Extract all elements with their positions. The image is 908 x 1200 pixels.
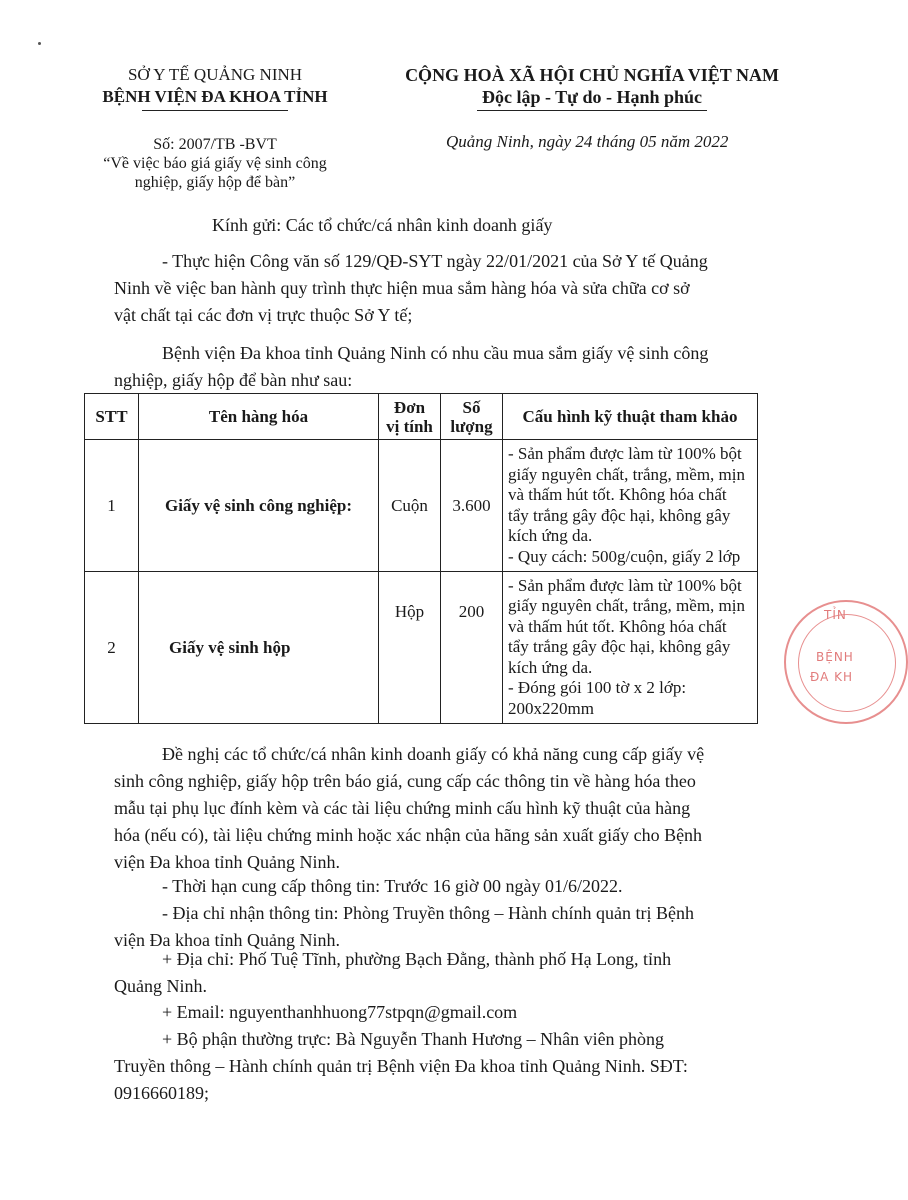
spec-line: giấy nguyên chất, trắng, mềm, mịn: [508, 596, 745, 616]
header-unit-line: Đơn: [393, 397, 426, 417]
cell-name: Giấy vệ sinh hộp: [139, 572, 379, 724]
paragraph-line: + Địa chỉ: Phố Tuệ Tĩnh, phường Bạch Đằng, thành phố Hạ Long, tỉnh: [162, 949, 672, 969]
paragraph-address: [114, 946, 756, 1000]
paragraph-line: viện Đa khoa tỉnh Quảng Ninh.: [114, 930, 340, 950]
subject-line-1: “Về việc báo giá giấy vệ sinh công: [103, 155, 327, 172]
doc-reference: [70, 135, 360, 192]
paragraph-deadline: [114, 873, 756, 900]
cell-qty: 3.600: [441, 440, 503, 572]
paragraph-line: Truyền thông – Hành chính quản trị Bệnh viện Đa khoa tỉnh Quảng Ninh. SĐT:: [114, 1056, 688, 1076]
table-row: [85, 572, 758, 724]
paragraph-line: hóa (nếu có), tài liệu chứng minh hoặc xác nhận của hãng sản xuất giấy cho Bệnh: [114, 825, 703, 845]
header-qty-line: Số: [462, 397, 481, 417]
paragraph-line: viện Đa khoa tỉnh Quảng Ninh.: [114, 852, 340, 872]
agency-name: SỞ Y TẾ QUẢNG NINH: [127, 65, 303, 84]
spec-line: và thấm hút tốt. Không hóa chất: [508, 616, 727, 636]
seal-text: BỆNH: [816, 650, 854, 664]
spec-line: kích ứng da.: [508, 526, 593, 545]
spec-line: và thấm hút tốt. Không hóa chất: [508, 485, 727, 504]
spec-line: 200x220mm: [508, 698, 594, 718]
seal-text: TỈN: [824, 608, 847, 622]
nation-name: CỘNG HOÀ XÃ HỘI CHỦ NGHĨA VIỆT NAM: [405, 65, 779, 85]
spec-line: tẩy trắng gây độc hại, không gây: [508, 637, 731, 657]
national-header: [362, 64, 822, 111]
cell-unit: Cuộn: [379, 440, 441, 572]
header-unit: [379, 394, 441, 440]
paragraph-line: nghiệp, giấy hộp để bàn như sau:: [114, 370, 353, 390]
header-name: Tên hàng hóa: [139, 394, 379, 440]
table-header-row: [85, 394, 758, 440]
header-stt: STT: [85, 394, 139, 440]
paragraph-line: Đề nghị các tổ chức/cá nhân kinh doanh giấy có khả năng cung cấp giấy vệ: [162, 744, 705, 764]
seal-text: ĐA KH: [810, 670, 854, 684]
cell-unit: Hộp: [379, 572, 441, 724]
paragraph-line: + Bộ phận thường trực: Bà Nguyễn Thanh Hương – Nhân viên phòng: [162, 1029, 665, 1049]
cell-spec: [503, 572, 758, 724]
paragraph-line: mẫu tại phụ lục đính kèm và các tài liệu chứng minh cấu hình kỹ thuật của hàng: [114, 798, 691, 818]
email-line: + Email: nguyenthanhhuong77stpqn@gmail.com: [162, 1002, 518, 1022]
issuer-underline: [142, 110, 288, 111]
cell-name: Giấy vệ sinh công nghiệp:: [139, 440, 379, 572]
doc-number: Số: 2007/TB -BVT: [153, 136, 277, 153]
paragraph-line: sinh công nghiệp, giấy hộp trên báo giá, cung cấp các thông tin về hàng hóa theo: [114, 771, 696, 791]
spec-line: - Quy cách: 500g/cuộn, giấy 2 lớp: [508, 546, 741, 566]
paragraph-line: Bệnh viện Đa khoa tỉnh Quảng Ninh có nhu cầu mua sắm giấy vệ sinh công: [162, 343, 709, 363]
header-qty-line: lượng: [450, 416, 493, 436]
cell-qty: 200: [441, 572, 503, 724]
motto-underline: [477, 110, 707, 111]
paragraph-email: [114, 999, 756, 1026]
spec-line: tẩy trắng gây độc hại, không gây: [508, 505, 731, 525]
paragraph-need: [114, 340, 756, 394]
spec-line: kích ứng da.: [508, 657, 593, 677]
header-qty: [441, 394, 503, 440]
cell-stt: 1: [85, 440, 139, 572]
header-unit-line: vị tính: [386, 416, 433, 436]
paragraph-line: - Thời hạn cung cấp thông tin: Trước 16 giờ 00 ngày 01/6/2022.: [162, 876, 623, 896]
spec-line: - Sản phẩm được làm từ 100% bột: [508, 575, 742, 595]
spec-line: giấy nguyên chất, trắng, mềm, mịn: [508, 464, 745, 484]
paragraph-line: vật chất tại các đơn vị trực thuộc Sở Y tế;: [114, 305, 413, 325]
paragraph-request: [114, 741, 756, 876]
place-date: Quảng Ninh, ngày 24 tháng 05 năm 2022: [446, 132, 729, 151]
motto: Độc lập - Tự do - Hạnh phúc: [481, 87, 703, 107]
cell-stt: 2: [85, 572, 139, 724]
recipient: Kính gửi: Các tổ chức/cá nhân kinh doanh giấy: [212, 215, 553, 235]
scan-speck: [38, 42, 41, 45]
table-row: [85, 440, 758, 572]
official-seal: [784, 600, 908, 724]
goods-table: [84, 393, 758, 724]
paragraph-line: - Địa chỉ nhận thông tin: Phòng Truyền thông – Hành chính quản trị Bệnh: [162, 903, 694, 923]
paragraph-line: - Thực hiện Công văn số 129/QĐ-SYT ngày 22/01/2021 của Sở Y tế Quảng: [162, 251, 708, 271]
paragraph-contact: [114, 1026, 756, 1107]
spec-line: - Đóng gói 100 tờ x 2 lớp:: [508, 678, 687, 698]
subject-line-2: nghiệp, giấy hộp để bàn”: [134, 174, 296, 191]
paragraph-legal-basis: [114, 248, 756, 329]
paragraph-line: 0916660189;: [114, 1083, 210, 1103]
paragraph-line: Ninh về việc ban hành quy trình thực hiện mua sắm hàng hóa và sửa chữa cơ sở: [114, 278, 690, 298]
header-spec: Cấu hình kỹ thuật tham khảo: [503, 394, 758, 440]
cell-spec: [503, 440, 758, 572]
spec-line: - Sản phẩm được làm từ 100% bột: [508, 444, 742, 463]
issuer-block: [70, 64, 360, 111]
hospital-name: BỆNH VIỆN ĐA KHOA TỈNH: [102, 87, 328, 106]
paragraph-line: Quảng Ninh.: [114, 976, 207, 996]
